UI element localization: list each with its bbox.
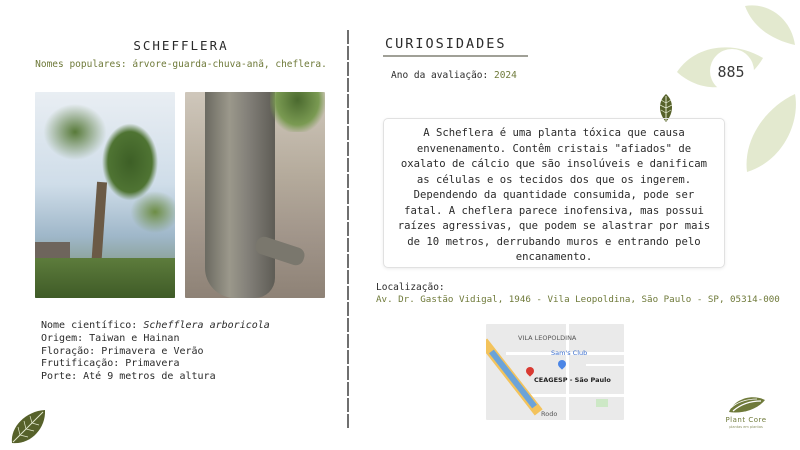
plant-photo-trunk (185, 92, 325, 298)
origin-row: Origem: Taiwan e Hainan (41, 332, 180, 344)
map-place-2-label: CEAGESP - São Paulo (534, 376, 611, 384)
location-label: Localização: (376, 282, 445, 293)
location-address[interactable]: Av. Dr. Gastão Vidigal, 1946 - Vila Leopoldina, São Paulo - SP, 05314-000 (376, 294, 780, 305)
location-map[interactable] (486, 324, 624, 420)
plant-core-logo-icon (727, 392, 767, 416)
size-row: Porte: Até 9 metros de altura (41, 371, 216, 383)
evaluation-year-value: 2024 (493, 70, 517, 81)
map-street-label: Rodo (541, 410, 558, 418)
scientific-name-value: Schefflera arboricola (143, 320, 270, 331)
fruiting-row: Frutificação: Primavera (41, 358, 180, 370)
plant-number-badge: 885 (717, 63, 745, 81)
logo-tagline: plantas em plantas (729, 425, 763, 429)
logo-name: Plant Core (725, 416, 767, 424)
scientific-name-row (41, 320, 270, 333)
scientific-name-label: Nome científico: (41, 320, 138, 331)
plant-title: SCHEFFLERA (133, 38, 229, 53)
bottom-leaf-icon (8, 407, 48, 447)
column-divider (347, 30, 349, 430)
map-district-label: VILA LEOPOLDINA (518, 334, 577, 342)
curiosities-text: A Scheflera é uma planta tóxica que causa envenenamento. Contêm cristais "afiados" de oxalato de cálcio que são insolúveis e danificam as células e os tecidos dos que os ingerem. Dependendo da quantidade consumida, pode ser fatal. A cheflera parece inofensiva, mas possui raízes agressivas, que podem se alastrar por mais de 10 metros, derrubando muros e entrando pelo encanamento. (397, 127, 711, 263)
evaluation-year (391, 70, 517, 81)
evaluation-year-label: Ano da avaliação: (391, 70, 489, 81)
title-underline (383, 55, 528, 57)
popular-names: Nomes populares: árvore-guarda-chuva-anã, cheflera. (35, 59, 327, 70)
flowering-row: Floração: Primavera e Verão (41, 345, 204, 357)
plant-info (41, 320, 270, 384)
curiosities-title: CURIOSIDADES (385, 36, 507, 52)
plant-photo-tree (35, 92, 175, 298)
map-place-1-label: Sam's Club (551, 349, 588, 357)
location-pin-icon (524, 365, 535, 376)
